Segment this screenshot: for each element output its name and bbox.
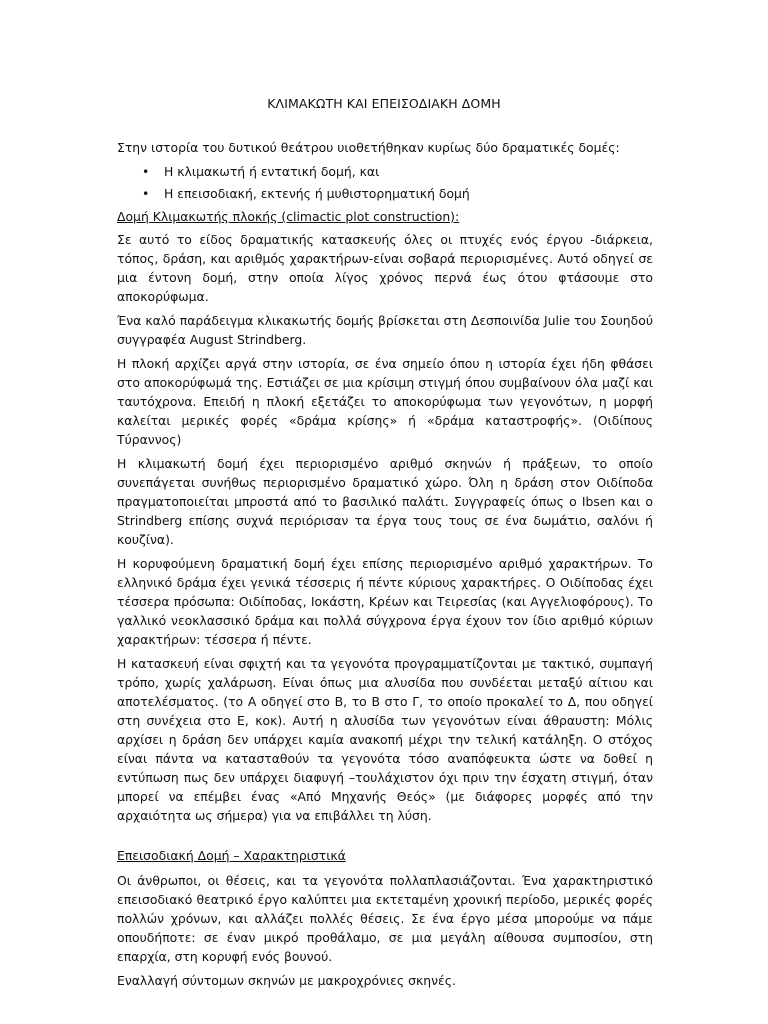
document-body [117,138,653,995]
structure-list [117,161,653,205]
list-item-text: Η επεισοδιακή, εκτενής ή μυθιστορηματική δομή [164,186,470,201]
paragraph: Σε αυτό το είδος δραματικής κατασκευής όλες οι πτυχές ενός έργου -διάρκεια, τόπος, δράση, και αριθμός χαρακτήρων-είναι σοβαρά περιορισμένες. Αυτό οδηγεί σε μια έντονη δομή, στην οποία λίγος χρόνος περνά έως ότου φτάσουμε στο αποκορύφωμα. [117,232,653,304]
intro-text: Στην ιστορία του δυτικού θεάτρου υιοθετήθηκαν κυρίως δύο δραματικές δομές: [117,140,620,155]
bullet-icon: • [142,186,150,201]
section-heading-episodic: Επεισοδιακή Δομή – Χαρακτηριστικά [117,848,346,863]
section-heading-climactic: Δομή Κλιμακωτής πλοκής (climactic plot construction): [117,209,460,224]
list-item [117,161,653,183]
paragraph: Οι άνθρωποι, οι θέσεις, και τα γεγονότα πολλαπλασιάζονται. Ένα χαρακτηριστικό επεισοδιακό θεατρικό έργο καλύπτει μια εκτεταμένη χρονική περίοδο, μερικές φορές πολλών χρόνων, και αλλάζει πολλές θέσεις. Σε ένα έργο μέσα μπορούμε να πάμε οπουδήποτε: σε έναν μικρό προθάλαμο, σε μια μεγάλη αίθουσα συμποσίου, στη επαρχία, στη κορυφή ενός βουνού. [117,873,653,964]
paragraph: Η κορυφούμενη δραματική δομή έχει επίσης περιορισμένο αριθμό χαρακτήρων. Το ελληνικό δράμα έχει γενικά τέσσερις ή πέντε κύριους χαρακτήρες. Ο Οιδίποδας έχει τέσσερα πρόσωπα: Οιδίποδας, Ιοκάστη, Κρέων και Τειρεσίας (και Αγγελιοφόρους). Το γαλλικό νεοκλασσικό δράμα και πολλά σύγχρονα έργα έχουν τον ίδιο αριθμό κύριων χαρακτήρων: τέσσερα ή πέντε. [117,556,653,647]
paragraph: Η πλοκή αρχίζει αργά στην ιστορία, σε ένα σημείο όπου η ιστορία έχει ήδη φθάσει στο αποκορύφωμά της. Εστιάζει σε μια κρίσιμη στιγμή όπου συμβαίνουν όλα μαζί και ταυτόχρονα. Επειδή η πλοκή εξετάζει το αποκορύφωμα των γεγονότων, η μορφή καλείται μερικές φορές «δράμα κρίσης» ή «δράμα καταστροφής». (Οιδίπους Τύραννος) [117,356,653,447]
page-title: ΚΛΙΜΑΚΩΤΗ ΚΑΙ ΕΠΕΙΣΟΔΙΑΚΗ ΔΟΜΗ [267,96,501,111]
paragraph: Ένα καλό παράδειγμα κλικακωτής δομής βρίσκεται στη Δεσποινίδα Julie του Σουηδού συγγραφέα August Strindberg. [117,313,653,347]
list-item-text: Η κλιμακωτή ή εντατική δομή, και [164,164,380,179]
bullet-icon: • [142,164,150,179]
paragraph: Η κατασκευή είναι σφιχτή και τα γεγονότα προγραμματίζονται με τακτικό, συμπαγή τρόπο, χωρίς χαλάρωση. Είναι όπως μια αλυσίδα που συνδέεται μεταξύ αίτιου και αποτελέσματος. (το Α οδηγεί στο Β, το Β στο Γ, το οποίο προκαλεί το Δ, που οδηγεί στη συνέχεια στο Ε, κοκ). Αυτή η αλυσίδα των γεγονότων είναι άθραυστη: Μόλις αρχίσει η δράση δεν υπάρχει καμία ανακοπή μέχρι την τελική κατάληξη. Ο στόχος είναι πάντα να κατασταθούν τα γεγονότα τόσο αναπόφευκτα ώστε να δοθεί η εντύπωση πως δεν υπάρχει διαφυγή –τουλάχιστον όχι πριν την έσχατη στιγμή, όταν μπορεί να επέμβει ένας «Από Μηχανής Θεός» (με διάφορες μορφές από την αρχαιότητα ως σήμερα) για να επιβάλλει τη λύση. [117,656,653,823]
list-item [117,183,653,205]
paragraph: Εναλλαγή σύντομων σκηνών με μακροχρόνιες σκηνές. [117,973,456,988]
paragraph: Η κλιμακωτή δομή έχει περιορισμένο αριθμό σκηνών ή πράξεων, το οποίο συνεπάγεται συνήθως περιορισμένο δραματικό χώρο. Όλη η δράση στον Οιδίποδα πραγματοποιείται μπροστά από το βασιλικό παλάτι. Συγγραφείς όπως ο Ibsen και ο Strindberg επίσης συχνά περιόρισαν τα έργα τους τους σε ένα δωμάτιο, σαλόνι ή κουζίνα). [117,456,653,547]
